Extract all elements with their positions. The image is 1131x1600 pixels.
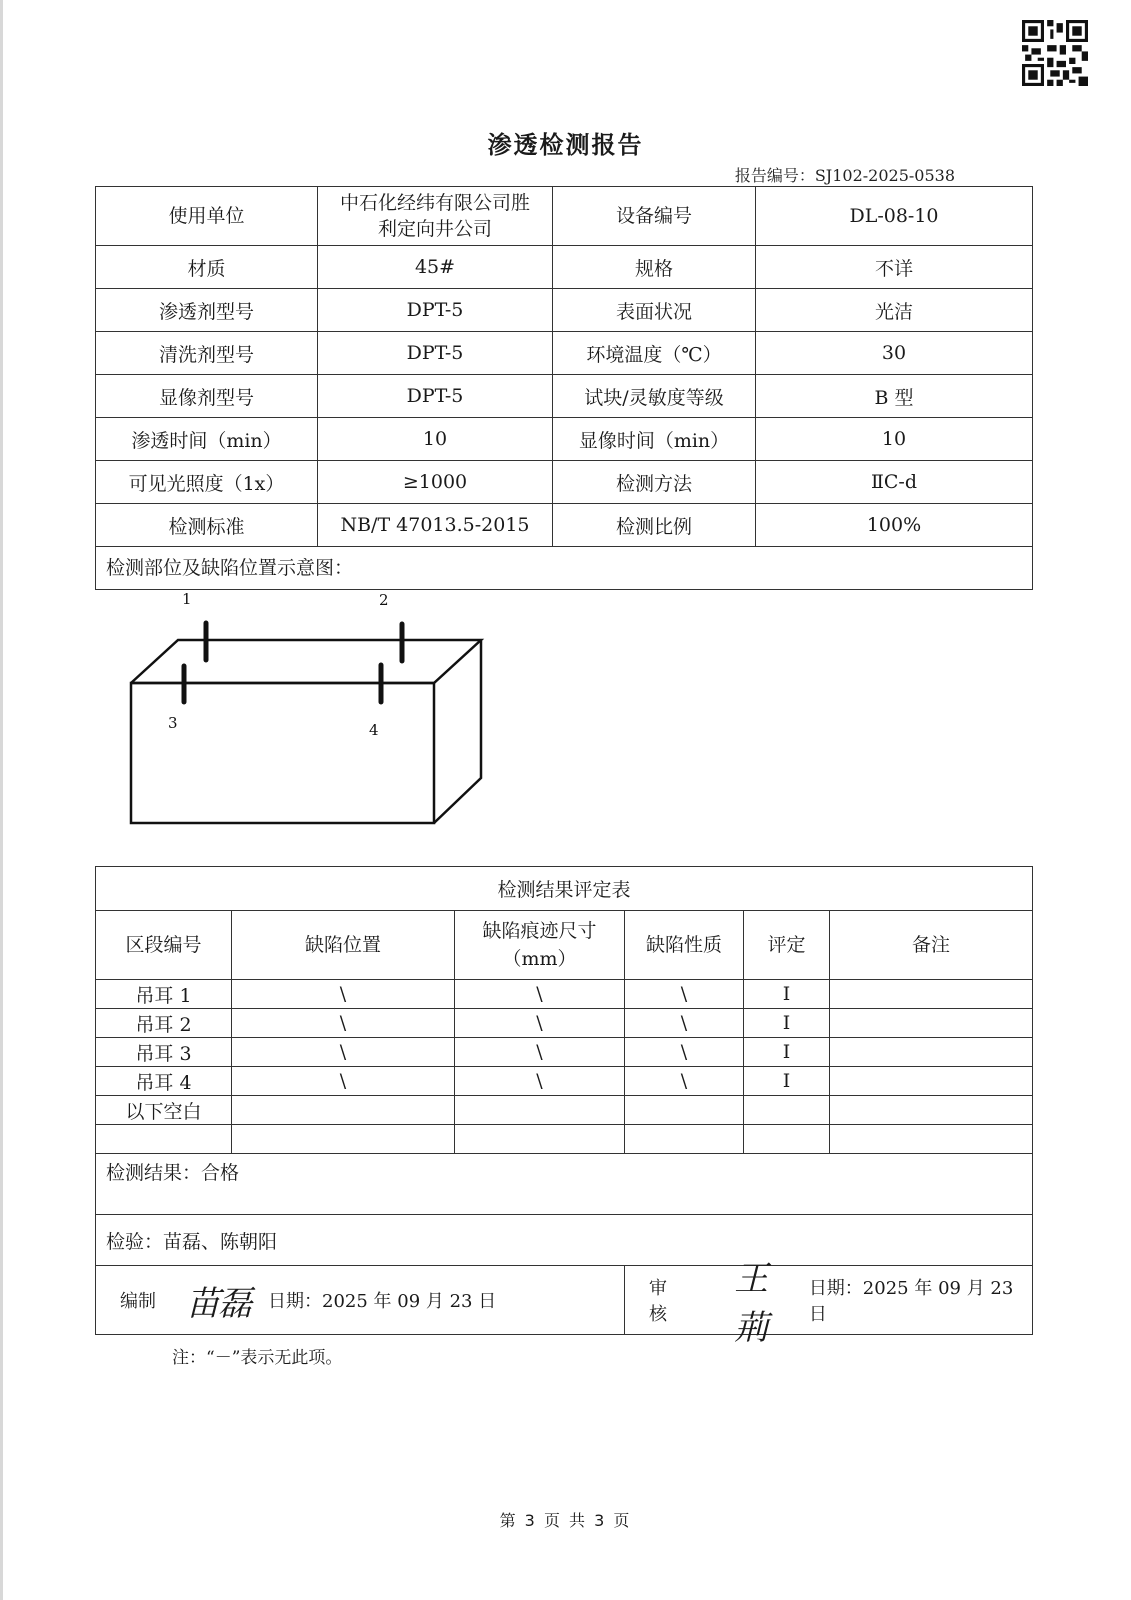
header-remarks: 备注 — [830, 911, 1033, 980]
conclusion: 检测结果：合格 — [96, 1154, 1033, 1215]
box-side-face — [434, 640, 481, 823]
cell-size — [455, 1096, 625, 1125]
info-value: DPT-5 — [318, 332, 553, 375]
header-defect-size: 缺陷痕迹尺寸（mm） — [455, 911, 625, 980]
cell-rating: I — [744, 1067, 830, 1096]
box-front-face — [131, 683, 434, 823]
compiled-by-cell — [96, 1266, 625, 1335]
inspectors: 检验：苗磊、陈朝阳 — [96, 1215, 1033, 1266]
info-row — [96, 418, 1033, 461]
info-row — [96, 332, 1033, 375]
info-value: 不详 — [756, 246, 1033, 289]
cell-rating: I — [744, 1009, 830, 1038]
header-rating: 评定 — [744, 911, 830, 980]
cell-remarks — [830, 1067, 1033, 1096]
info-table — [95, 186, 1033, 739]
table-row — [96, 1067, 1033, 1096]
cell-location — [232, 1125, 455, 1154]
compiled-signature: 苗磊 — [186, 1283, 250, 1324]
info-label: 设备编号 — [553, 187, 756, 246]
diagram-section — [96, 547, 1033, 739]
info-value: 中石化经纬有限公司胜利定向井公司 — [318, 187, 553, 246]
cell-remarks — [830, 980, 1033, 1009]
info-label: 使用单位 — [96, 187, 318, 246]
cell-nature: \ — [625, 980, 744, 1009]
info-label: 显像剂型号 — [96, 375, 318, 418]
info-value: 10 — [318, 418, 553, 461]
cell-location: \ — [232, 1038, 455, 1067]
header-defect-location: 缺陷位置 — [232, 911, 455, 980]
cell-rating — [744, 1096, 830, 1125]
cell-nature — [625, 1125, 744, 1154]
cell-remarks — [830, 1009, 1033, 1038]
cell-segment: 吊耳 3 — [96, 1038, 232, 1067]
cell-size — [455, 1125, 625, 1154]
info-label: 规格 — [553, 246, 756, 289]
info-label: 材质 — [96, 246, 318, 289]
page-number: 第 3 页 共 3 页 — [499, 1511, 632, 1530]
cell-nature: \ — [625, 1009, 744, 1038]
cell-nature — [625, 1096, 744, 1125]
info-value: DL-08-10 — [756, 187, 1033, 246]
info-label: 表面状况 — [553, 289, 756, 332]
header-segment-no: 区段编号 — [96, 911, 232, 980]
cell-size: \ — [455, 1038, 625, 1067]
cell-nature: \ — [625, 1038, 744, 1067]
report-title: 渗透检测报告 — [487, 130, 644, 159]
results-header-row — [96, 911, 1033, 980]
cell-location: \ — [232, 1009, 455, 1038]
report-number: 报告编号：SJ102-2025-0538 — [734, 166, 955, 185]
compiled-date: 日期：2025 年 09 月 23 日 — [268, 1291, 497, 1312]
info-row — [96, 246, 1033, 289]
cell-size: \ — [455, 1009, 625, 1038]
info-row — [96, 187, 1033, 246]
lug-position-diagram — [96, 547, 596, 848]
results-table — [95, 866, 1033, 1348]
cell-segment: 吊耳 1 — [96, 980, 232, 1009]
cell-rating — [744, 1125, 830, 1154]
info-label: 环境温度（℃） — [553, 332, 756, 375]
marker-label-3: 3 — [168, 714, 178, 732]
scan-edge — [0, 0, 3, 1600]
info-value: 光洁 — [756, 289, 1033, 332]
cell-rating: I — [744, 1038, 830, 1067]
reviewed-date: 日期：2025 年 09 月 23 日 — [808, 1278, 1014, 1325]
info-label: 可见光照度（1x） — [96, 461, 318, 504]
info-value: 100% — [756, 504, 1033, 547]
cell-segment: 吊耳 2 — [96, 1009, 232, 1038]
diagram-label: 检测部位及缺陷位置示意图： — [106, 557, 354, 579]
reviewed-by-cell — [625, 1259, 1033, 1348]
info-label: 检测比例 — [553, 504, 756, 547]
cell-size: \ — [455, 980, 625, 1009]
reviewed-signature: 王荊 — [734, 1259, 767, 1348]
table-row — [96, 1125, 1033, 1154]
cell-location: \ — [232, 1067, 455, 1096]
cell-rating: I — [744, 980, 830, 1009]
compiled-label: 编制 — [120, 1291, 156, 1312]
info-value: 45# — [318, 246, 553, 289]
cell-remarks — [830, 1125, 1033, 1154]
qr-code-icon — [1022, 20, 1088, 86]
cell-size: \ — [455, 1067, 625, 1096]
info-value: ≥1000 — [318, 461, 553, 504]
info-value: B 型 — [756, 375, 1033, 418]
reviewed-label: 审核 — [649, 1278, 667, 1325]
cell-remarks — [830, 1096, 1033, 1125]
cell-nature: \ — [625, 1067, 744, 1096]
cell-location: \ — [232, 980, 455, 1009]
cell-segment — [96, 1125, 232, 1154]
footnote: 注：“－”表示无此项。 — [172, 1348, 343, 1368]
info-label: 检测标准 — [96, 504, 318, 547]
table-row — [96, 1038, 1033, 1067]
info-row — [96, 375, 1033, 418]
cell-remarks — [830, 1038, 1033, 1067]
info-label: 渗透剂型号 — [96, 289, 318, 332]
info-value: DPT-5 — [318, 289, 553, 332]
marker-label-4: 4 — [369, 721, 379, 739]
header-defect-nature: 缺陷性质 — [625, 911, 744, 980]
info-value: NB/T 47013.5-2015 — [318, 504, 553, 547]
info-value: ⅡC-d — [756, 461, 1033, 504]
info-label: 显像时间（min） — [553, 418, 756, 461]
info-row — [96, 289, 1033, 332]
cell-location — [232, 1096, 455, 1125]
info-row — [96, 461, 1033, 504]
info-label: 渗透时间（min） — [96, 418, 318, 461]
cell-segment: 以下空白 — [96, 1096, 232, 1125]
cell-segment: 吊耳 4 — [96, 1067, 232, 1096]
info-value: 30 — [756, 332, 1033, 375]
info-label: 清洗剂型号 — [96, 332, 318, 375]
info-row — [96, 504, 1033, 547]
table-row — [96, 1009, 1033, 1038]
info-label: 试块/灵敏度等级 — [553, 375, 756, 418]
marker-label-1: 1 — [182, 590, 192, 608]
info-value: 10 — [756, 418, 1033, 461]
info-value: DPT-5 — [318, 375, 553, 418]
table-row — [96, 980, 1033, 1009]
info-label: 检测方法 — [553, 461, 756, 504]
table-row — [96, 1096, 1033, 1125]
marker-label-2: 2 — [379, 591, 389, 609]
results-caption: 检测结果评定表 — [96, 867, 1033, 911]
